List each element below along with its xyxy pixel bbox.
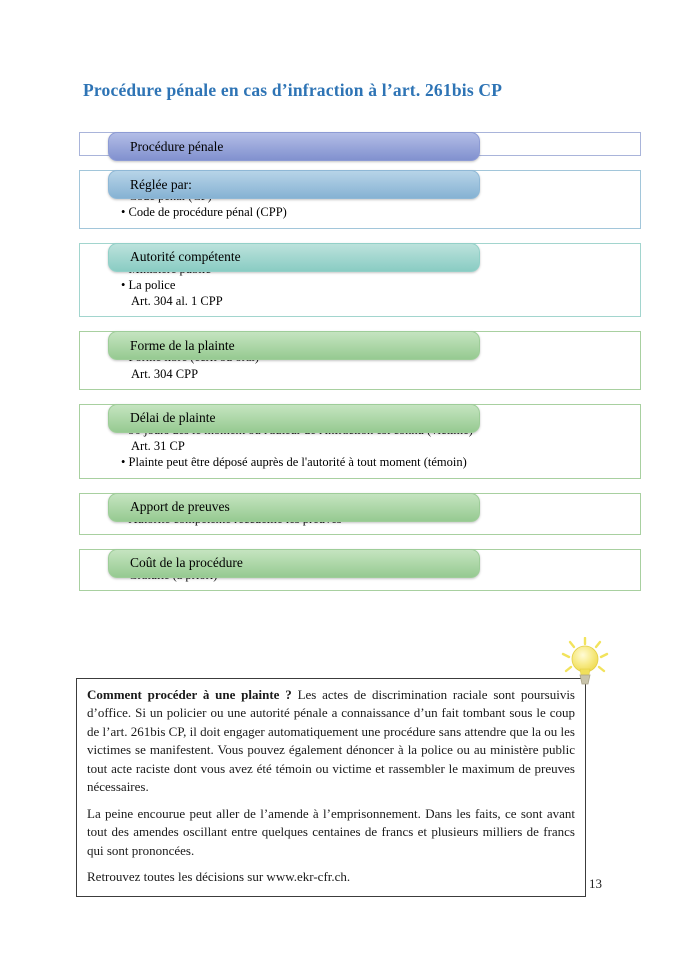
diagram-section bbox=[79, 170, 641, 229]
note-paragraph-1-text: Les actes de discrimination raciale sont poursuivis d’office. Si un policier ou une autorité pénale a connaissance d’un fait tombant sous le coup de l’art. 261bis CP, il doit engager automatiquement une procédure sans attendre que la ou les victimes se manifestent. Vous pouvez également dénoncer à la police ou au ministère public tout acte raciste dont vous avez été témoin ou victime et rassembler le maximum de preuves nécessaires. bbox=[87, 687, 575, 795]
bullet-text: Plainte peut être déposé auprès de l'autorité à tout moment (témoin) bbox=[128, 455, 467, 470]
section-header-bar bbox=[108, 243, 480, 272]
procedure-diagram bbox=[79, 118, 641, 597]
section-heading: Délai de plainte bbox=[130, 410, 216, 426]
note-paragraph-2: La peine encourue peut aller de l’amende à l’emprisonnement. Dans les faits, ce sont avant tout des amendes oscillant entre quelques centaines de francs et plusieurs milliers de francs qui sont prononcées. bbox=[87, 805, 575, 858]
lightbulb-icon bbox=[561, 637, 609, 689]
bullet-text: Code de procédure pénal (CPP) bbox=[128, 205, 287, 220]
bullet-item bbox=[121, 454, 632, 470]
bullet-subtext: Art. 304 al. 1 CPP bbox=[131, 294, 223, 308]
section-heading: Coût de la procédure bbox=[130, 555, 243, 571]
section-heading: Forme de la plainte bbox=[130, 337, 235, 353]
note-paragraph-1 bbox=[87, 686, 575, 797]
section-heading: Apport de preuves bbox=[130, 499, 230, 514]
section-header-bar bbox=[108, 493, 480, 522]
note-lead-question: Comment procéder à une plainte ? bbox=[87, 687, 292, 702]
bullet-subtext: • Art. 304 CPP bbox=[131, 366, 199, 381]
section-header-bar bbox=[108, 404, 480, 433]
page-number: 13 bbox=[589, 876, 602, 891]
section-header-bar bbox=[108, 549, 480, 578]
bullet-text: La police bbox=[128, 277, 176, 292]
diagram-section bbox=[79, 243, 641, 318]
page-title: Procédure pénale en cas d’infraction à l’art. 261bis CP bbox=[83, 80, 503, 100]
section-header-bar bbox=[108, 331, 480, 360]
section-header-bar bbox=[108, 170, 480, 199]
section-heading: Autorité compétente bbox=[130, 249, 241, 264]
note-section bbox=[76, 678, 586, 897]
bullet-subtext: • Art. 31 CP bbox=[131, 439, 185, 453]
note-box bbox=[76, 678, 586, 897]
note-paragraph-3: Retrouvez toutes les décisions sur www.ekr-cfr.ch. bbox=[87, 869, 351, 885]
diagram-section bbox=[79, 493, 641, 535]
diagram-section bbox=[79, 132, 641, 156]
section-header-bar bbox=[108, 132, 480, 161]
diagram-section bbox=[79, 331, 641, 390]
bullet-item bbox=[121, 277, 632, 310]
bullet-item bbox=[121, 204, 632, 220]
diagram-section bbox=[79, 404, 641, 479]
section-heading: Procédure pénale bbox=[130, 138, 224, 154]
diagram-section bbox=[79, 549, 641, 591]
section-heading: Réglée par: bbox=[130, 176, 192, 192]
